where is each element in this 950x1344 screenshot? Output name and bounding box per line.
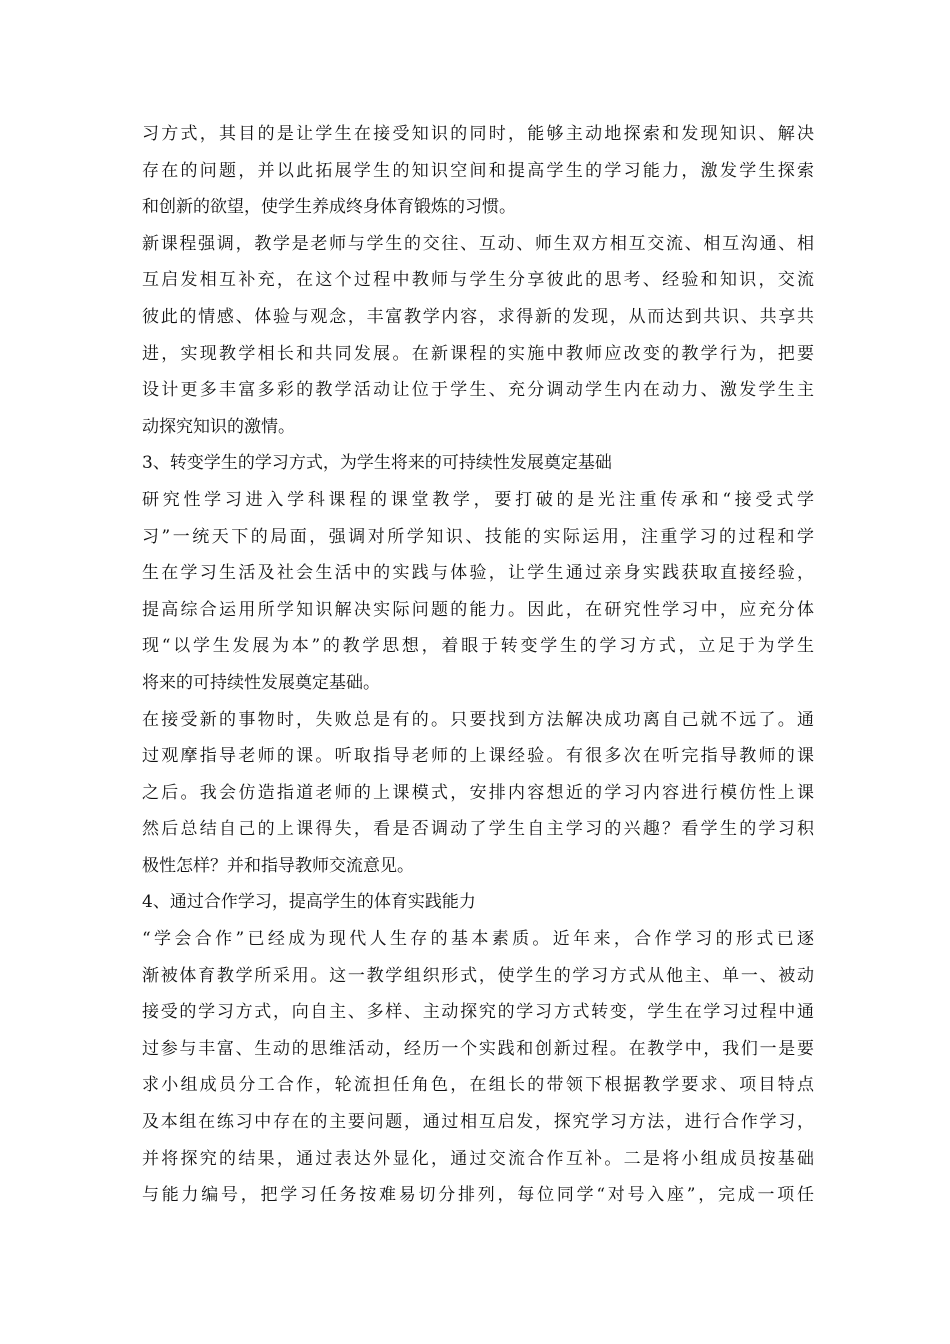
text-line: 然后总结自己的上课得失，看是否调动了学生自主学习的兴趣？看学生的学习积 bbox=[142, 819, 814, 840]
text-line: 并将探究的结果，通过表达外显化，通过交流合作互补。二是将小组成员按基础 bbox=[142, 1148, 814, 1169]
text-line: 与能力编号，把学习任务按难易切分排列，每位同学“对号入座”，完成一项任 bbox=[142, 1185, 814, 1206]
text-line: 动探究知识的激情。 bbox=[142, 416, 295, 437]
body-text bbox=[142, 116, 814, 1214]
section-heading: 3、转变学生的学习方式，为学生将来的可持续性发展奠定基础 bbox=[142, 453, 612, 474]
text-line: 和创新的欲望，使学生养成终身体育锻炼的习惯。 bbox=[142, 197, 516, 218]
text-line: 在接受新的事物时，失败总是有的。只要找到方法解决成功离自己就不远了。通 bbox=[142, 709, 814, 730]
text-line: 极性怎样？并和指导教师交流意见。 bbox=[142, 855, 414, 876]
text-line: 求小组成员分工合作，轮流担任角色，在组长的带领下根据教学要求、项目特点 bbox=[142, 1075, 814, 1096]
text-line: 接受的学习方式，向自主、多样、主动探究的学习方式转变，学生在学习过程中通 bbox=[142, 1002, 814, 1023]
text-line: 彼此的情感、体验与观念，丰富教学内容，求得新的发现，从而达到共识、共享共 bbox=[142, 306, 814, 327]
text-line: 习方式，其目的是让学生在接受知识的同时，能够主动地探索和发现知识、解决 bbox=[142, 124, 814, 144]
text-line: 研究性学习进入学科课程的课堂教学，要打破的是光注重传承和“接受式学 bbox=[142, 489, 814, 510]
text-line: 渐被体育教学所采用。这一教学组织形式，使学生的学习方式从他主、单一、被动 bbox=[142, 965, 814, 986]
text-line: 将来的可持续性发展奠定基础。 bbox=[142, 672, 380, 693]
text-line: 进，实现教学相长和共同发展。在新课程的实施中教师应改变的教学行为，把要 bbox=[142, 343, 814, 364]
text-line: 新课程强调，教学是老师与学生的交往、互动、师生双方相互交流、相互沟通、相 bbox=[142, 233, 814, 254]
text-line: 现“以学生发展为本”的教学思想，着眼于转变学生的学习方式，立足于为学生 bbox=[142, 636, 814, 657]
section-heading: 4、通过合作学习，提高学生的体育实践能力 bbox=[142, 892, 476, 913]
text-line: 过参与丰富、生动的思维活动，经历一个实践和创新过程。在教学中，我们一是要 bbox=[142, 1038, 814, 1059]
text-line: 生在学习生活及社会生活中的实践与体验，让学生通过亲身实践获取直接经验， bbox=[142, 563, 814, 584]
text-line: 互启发相互补充，在这个过程中教师与学生分享彼此的思考、经验和知识，交流 bbox=[142, 270, 814, 291]
text-line: 之后。我会仿造指道老师的上课模式，安排内容想近的学习内容进行模仿性上课 bbox=[142, 782, 814, 803]
text-line: 及本组在练习中存在的主要问题，通过相互启发，探究学习方法，进行合作学习， bbox=[142, 1112, 814, 1133]
text-line: “学会合作”已经成为现代人生存的基本素质。近年来，合作学习的形式已逐 bbox=[142, 929, 814, 950]
text-line: 设计更多丰富多彩的教学活动让位于学生、充分调动学生内在动力、激发学生主 bbox=[142, 380, 814, 401]
text-line: 过观摩指导老师的课。听取指导老师的上课经验。有很多次在听完指导教师的课 bbox=[142, 746, 814, 767]
text-line: 存在的问题，并以此拓展学生的知识空间和提高学生的学习能力，激发学生探索 bbox=[142, 160, 814, 181]
text-line: 提高综合运用所学知识解决实际问题的能力。因此，在研究性学习中，应充分体 bbox=[142, 599, 814, 620]
text-line: 习”一统天下的局面，强调对所学知识、技能的实际运用，注重学习的过程和学 bbox=[142, 526, 814, 547]
